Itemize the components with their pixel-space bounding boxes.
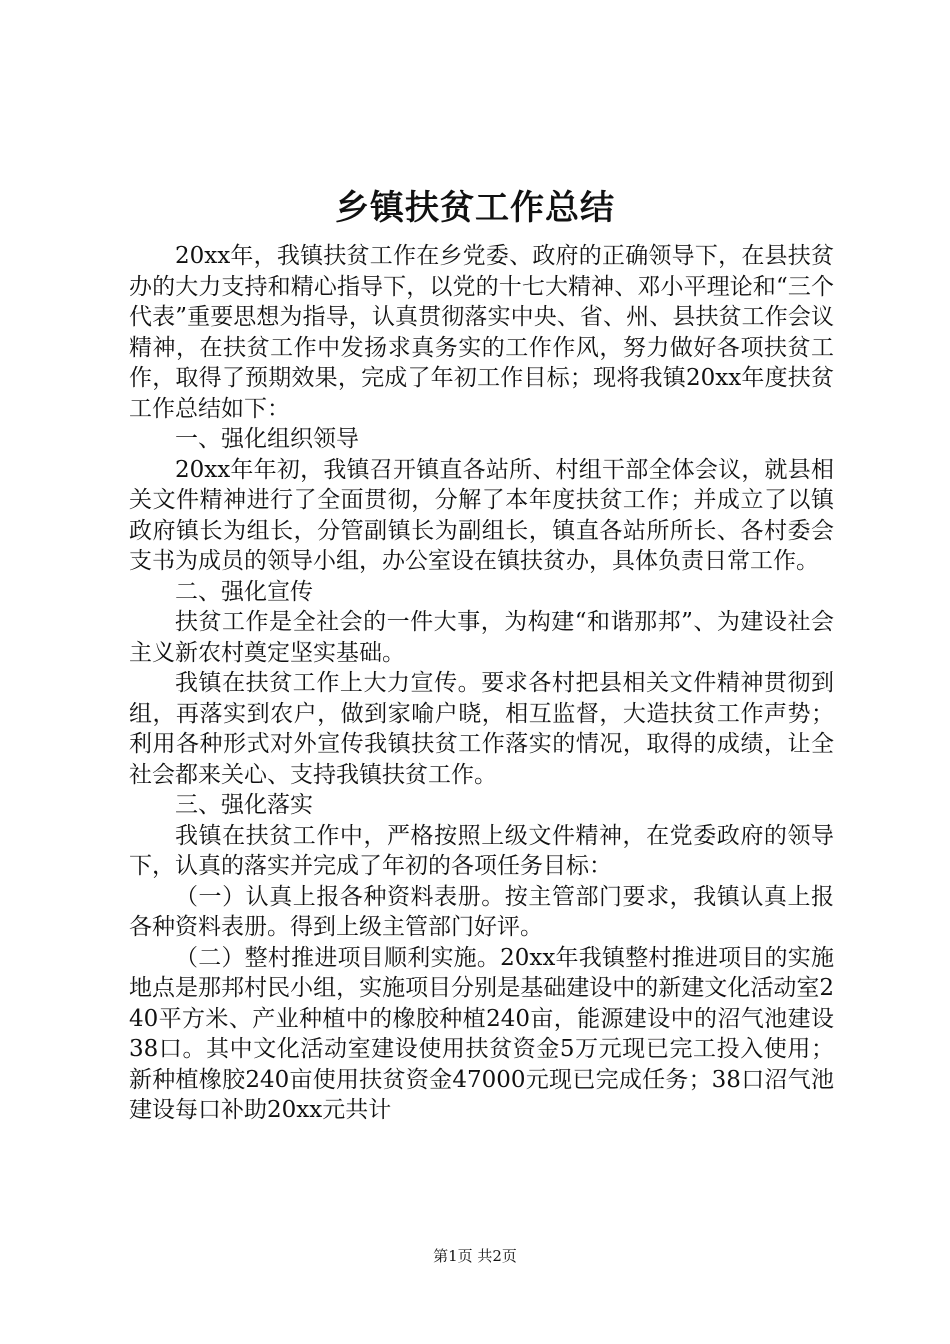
paragraph-implementation: 我镇在扶贫工作中，严格按照上级文件精神，在党委政府的领导下，认真的落实并完成了年初的各项任务目标： [129,822,834,879]
paragraph-item-2: （二）整村推进项目顺利实施。20xx年我镇整村推进项目的实施地点是那邦村民小组，实施项目分别是基础建设中的新建文化活动室240平方米、产业种植中的橡胶种植240亩，能源建设中的沼气池建设38口。其中文化活动室建设使用扶贫资金5万元现已完工投入使用；新种植橡胶240亩使用扶贫资金47000元现已完成任务；38口沼气池建设每口补助20xx元共计 [129,944,834,1123]
heading-publicity: 二、强化宣传 [175,578,313,605]
document-body [129,241,834,1126]
paragraph-intro: 20xx年，我镇扶贫工作在乡党委、政府的正确领导下，在县扶贫办的大力支持和精心指导下，以党的十七大精神、邓小平理论和“三个代表”重要思想为指导，认真贯彻落实中央、省、州、县扶贫工作会议精神，在扶贫工作中发扬求真务实的工作作风，努力做好各项扶贫工作，取得了预期效果，完成了年初工作目标；现将我镇20xx年度扶贫工作总结如下： [129,243,834,422]
heading-implementation: 三、强化落实 [175,792,313,818]
document-title: 乡镇扶贫工作总结 [335,188,615,228]
paragraph-organization: 20xx年年初，我镇召开镇直各站所、村组干部全体会议，就县相关文件精神进行了全面贯彻，分解了本年度扶贫工作；并成立了以镇政府镇长为组长，分管副镇长为副组长，镇直各站所所长、各村委会支书为成员的领导小组，办公室设在镇扶贫办，具体负责日常工作。 [129,456,834,574]
paragraph-publicity-1: 扶贫工作是全社会的一件大事，为构建“和谐那邦”、为建设社会主义新农村奠定坚实基础。 [129,609,834,666]
paragraph-item-1: （一）认真上报各种资料表册。按主管部门要求，我镇认真上报各种资料表册。得到上级主管部门好评。 [129,883,834,940]
page-footer: 第1页 共2页 [433,1247,517,1265]
heading-organization: 一、强化组织领导 [175,426,359,452]
paragraph-publicity-2: 我镇在扶贫工作上大力宣传。要求各村把县相关文件精神贯彻到组，再落实到农户，做到家喻户晓，相互监督，大造扶贫工作声势；利用各种形式对外宣传我镇扶贫工作落实的情况，取得的成绩，让全社会都来关心、支持我镇扶贫工作。 [129,670,834,788]
